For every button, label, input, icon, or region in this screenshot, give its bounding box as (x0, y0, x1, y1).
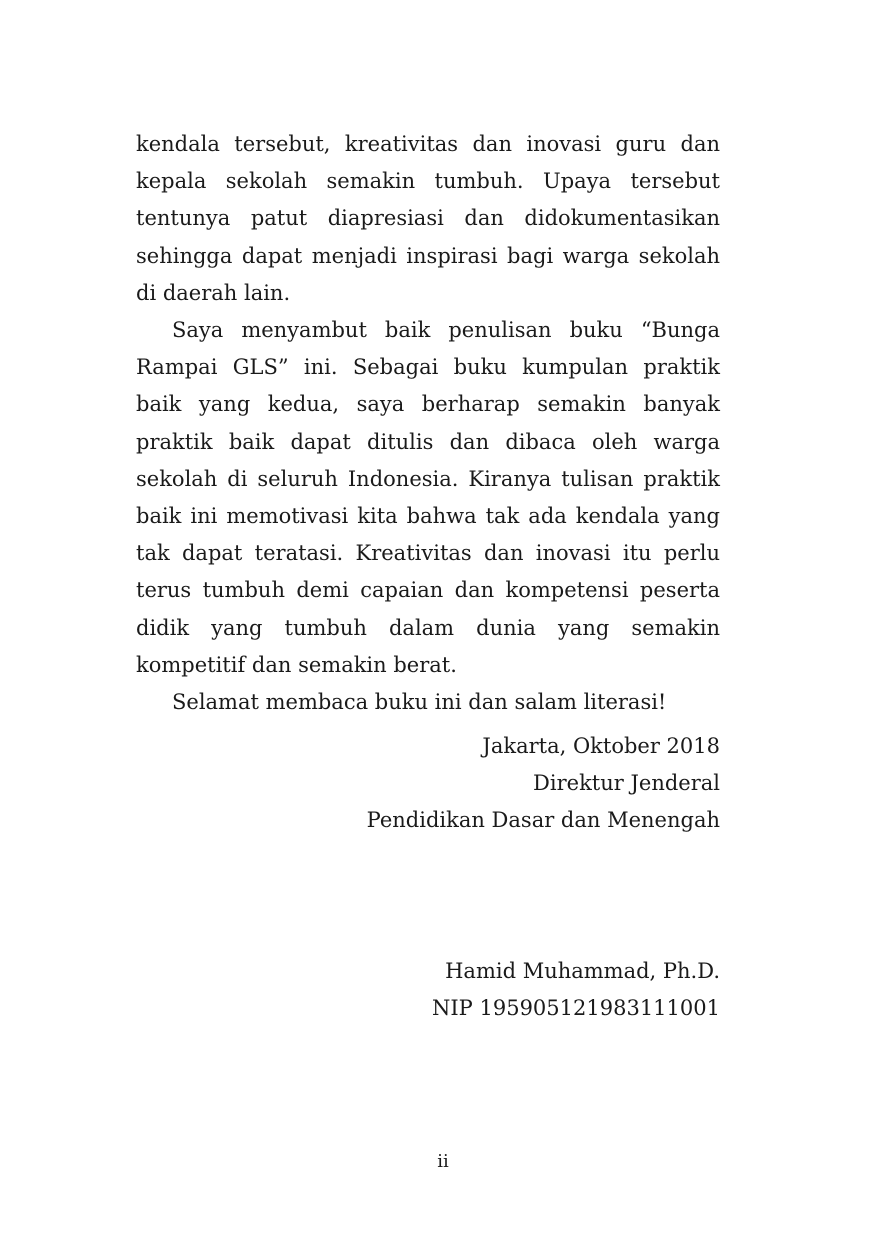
signoff-block (367, 728, 720, 840)
position-department: Pendidikan Dasar dan Menengah (366, 808, 720, 833)
paragraph-continuation: kendala tersebut, kreativitas dan inovasi guru dan kepala sekolah semakin tumbuh. Upaya tersebut tentunya patut diapresiasi dan didokumentasikan sehingga dapat menjadi inspirasi bagi warga sekolah di daerah lain. (136, 132, 720, 305)
signatory-nip: NIP 195905121983111001 (432, 996, 720, 1021)
document-body (136, 126, 720, 721)
page-number: ii (437, 1151, 449, 1172)
position-title: Direktur Jenderal (533, 771, 720, 796)
place-date: Jakarta, Oktober 2018 (482, 734, 720, 758)
closing-greeting: Selamat membaca buku ini dan salam literasi! (172, 690, 667, 715)
paragraph-welcome: Saya menyambut baik penulisan buku “Bunga Rampai GLS” ini. Sebagai buku kumpulan praktik baik yang kedua, saya berharap semakin banyak praktik baik dapat ditulis dan dibaca oleh warga sekolah di seluruh Indonesia. Kiranya tulisan praktik baik ini memotivasi kita bahwa tak ada kendala yang tak dapat teratasi. Kreativitas dan inovasi itu perlu terus tumbuh demi capaian dan kompetensi peserta didik yang tumbuh dalam dunia yang semakin kompetitif dan semakin berat. (136, 318, 720, 677)
signature-block (432, 953, 720, 1027)
signatory-name: Hamid Muhammad, Ph.D. (445, 959, 720, 983)
